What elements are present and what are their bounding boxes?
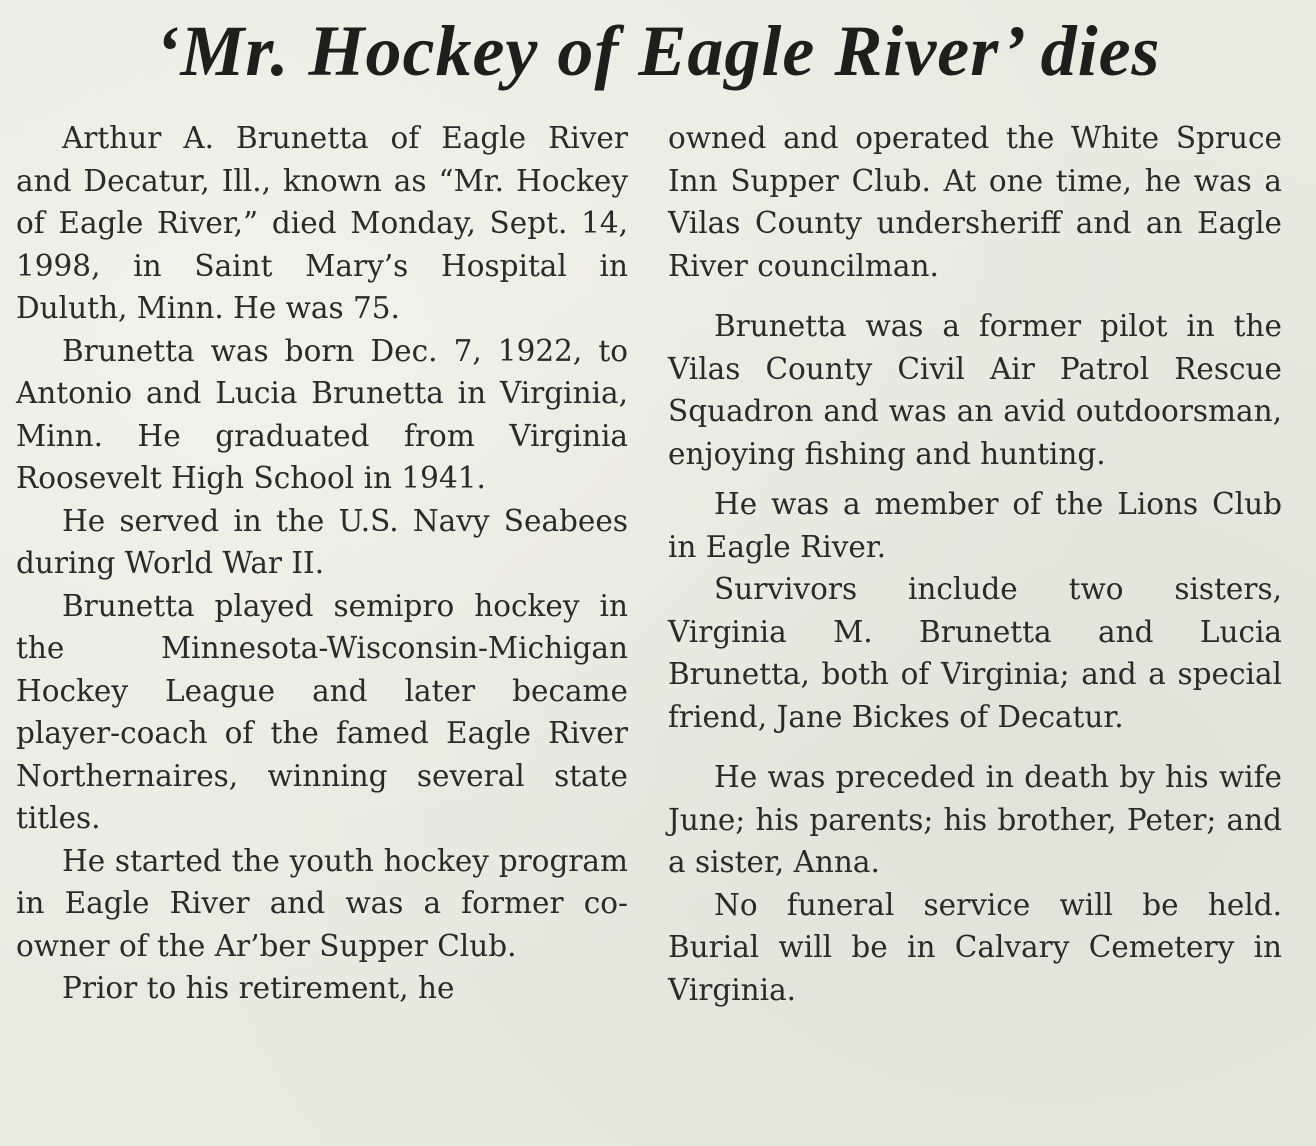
paragraph-lions-club: He was a member of the Lions Club in Eagle River.: [668, 487, 1282, 564]
paragraph-death-notice: Arthur A. Brunetta of Eagle River and Decatur, Ill., known as “Mr. Hockey of Eagle River,” died Monday, Sept. 14, 1998, in Saint Mary’s Hospital in Duluth, Minn. He was 75.: [16, 121, 628, 325]
paragraph-youth-program: He started the youth hockey program in Eagle River and was a former co-owner of the Ar’ber Supper Club.: [16, 843, 628, 963]
paragraph-survivors: Survivors include two sisters, Virginia M. Brunetta and Lucia Brunetta, both of Virginia; and a special friend, Jane Bickes of Decatur.: [668, 572, 1282, 734]
paragraph-burial: No funeral service will be held. Burial will be in Calvary Cemetery in Virginia.: [668, 887, 1282, 1007]
paragraph-birth: Brunetta was born Dec. 7, 1922, to Antonio and Lucia Brunetta in Virginia, Minn. He graduated from Virginia Roosevelt High School in 1941.: [16, 333, 628, 495]
paragraph-military: He served in the U.S. Navy Seabees during World War II.: [16, 503, 628, 580]
paragraph-retirement-start: Prior to his retirement, he: [62, 971, 455, 1005]
paragraph-pilot: Brunetta was a former pilot in the Vilas County Civil Air Patrol Rescue Squadron and was an avid outdoorsman, enjoying fishing and hunting.: [668, 309, 1282, 471]
paragraph-preceded-in-death: He was preceded in death by his wife June; his parents; his brother, Peter; and a sister, Anna.: [668, 760, 1282, 879]
paragraph-retirement-continued: owned and operated the White Spruce Inn Supper Club. At one time, he was a Vilas County undersheriff and an Eagle River councilman.: [668, 121, 1282, 283]
paragraph-hockey-career: Brunetta played semipro hockey in the Minnesota-Wisconsin-Michigan Hockey League and later became player-coach of the famed Eagle River Northernaires, winning several state titles.: [16, 588, 628, 835]
headline: ‘Mr. Hockey of Eagle River’ dies: [155, 11, 1161, 91]
article-column-right: [668, 117, 1282, 1011]
article-column-left: [16, 117, 628, 1010]
